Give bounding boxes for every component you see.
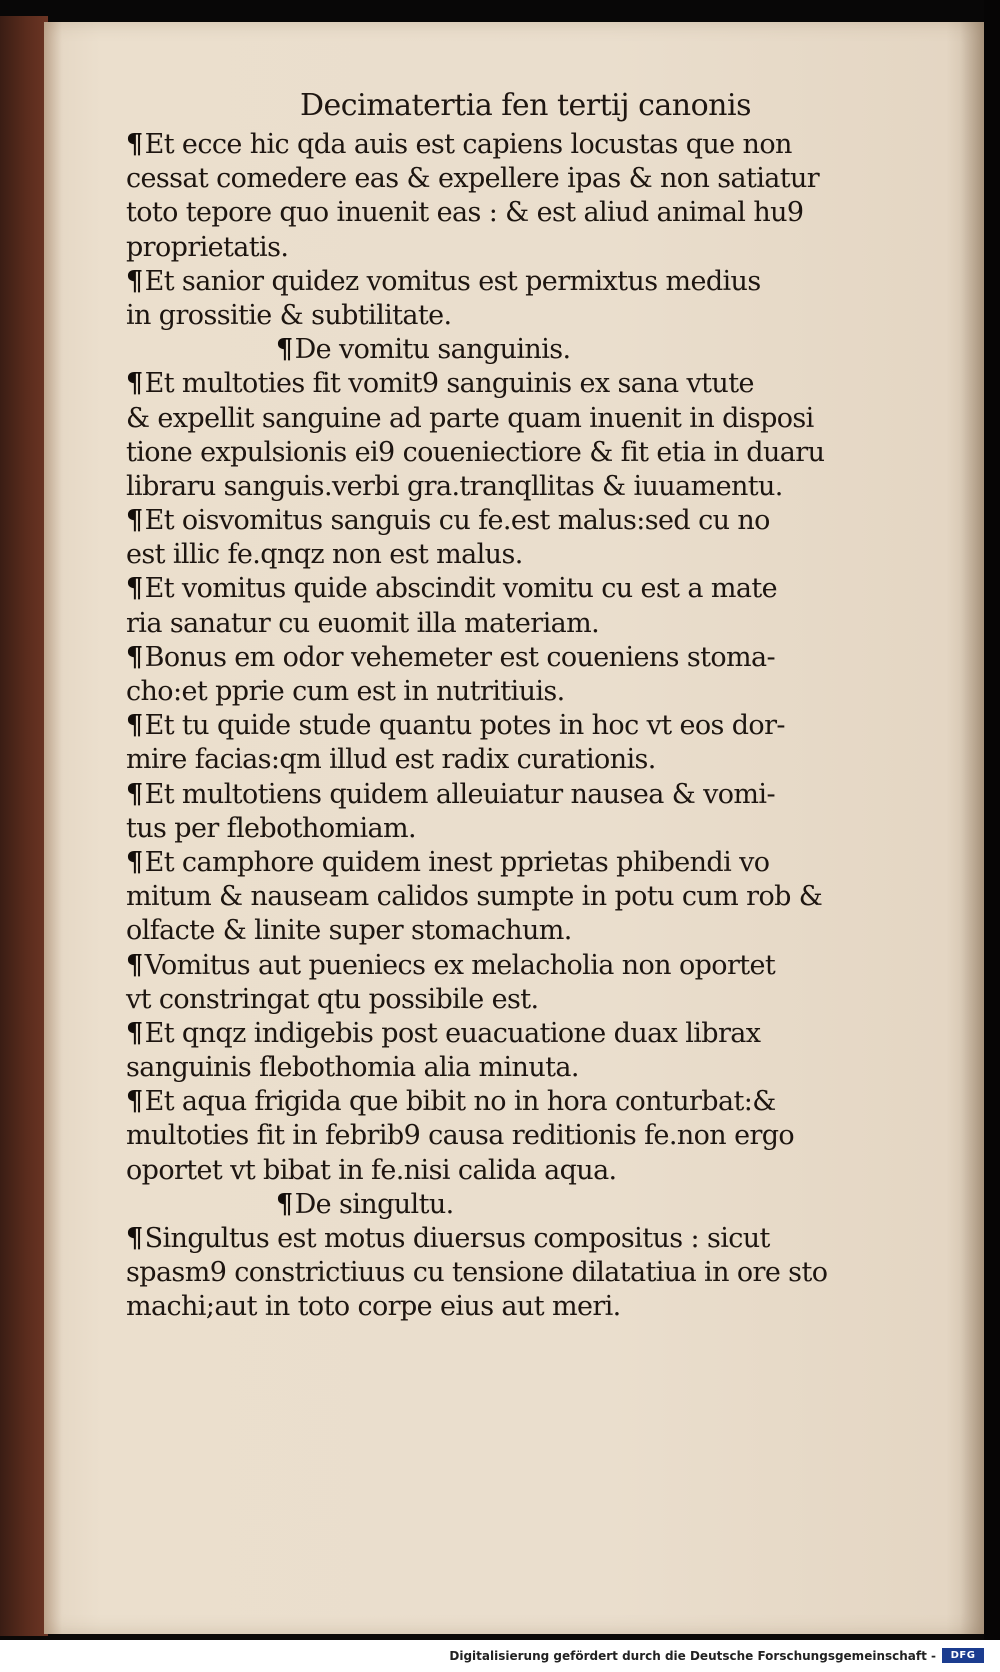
section-heading (126, 1188, 916, 1222)
text-line (126, 1051, 916, 1085)
text-line (126, 162, 916, 196)
scan-border-top (0, 0, 1000, 22)
line-text: Et aqua frigida que bibit no in hora conturbat:& (144, 1086, 776, 1118)
line-text: multoties fit in febrib9 causa reditionis fe.non ergo (126, 1120, 795, 1152)
line-text: Et camphore quidem inest pprietas phibendi vo (144, 846, 770, 878)
pilcrow-icon: ¶ (126, 368, 143, 400)
dfg-logo: DFG (942, 1648, 984, 1663)
section-heading (126, 333, 916, 367)
line-text: Vomitus aut pueniecs ex melacholia non oportet (144, 949, 776, 981)
pilcrow-icon: ¶ (126, 846, 143, 878)
pilcrow-icon: ¶ (126, 949, 143, 981)
line-text: De vomitu sanguinis. (294, 334, 571, 366)
pilcrow-icon: ¶ (126, 505, 143, 537)
text-line (126, 743, 916, 777)
line-text: olfacte & linite super stomachum. (126, 915, 572, 947)
text-line (126, 572, 916, 606)
line-text: Et ecce hic qda auis est capiens locustas que non (144, 129, 792, 160)
page-edge-shadow (960, 22, 984, 1634)
text-line (126, 949, 916, 983)
text-line (126, 641, 916, 675)
text-line (126, 778, 916, 812)
pilcrow-icon: ¶ (126, 710, 143, 742)
line-text: spasm9 constrictiuus cu tensione dilatatiua in ore sto (126, 1257, 828, 1289)
line-text: vt constringat qtu possibile est. (126, 983, 539, 1015)
pilcrow-icon: ¶ (126, 265, 143, 297)
line-text: Et tu quide stude quantu potes in hoc vt eos dor- (144, 710, 785, 742)
text-line (126, 709, 916, 743)
pilcrow-icon: ¶ (126, 1086, 143, 1118)
line-text: Bonus em odor vehemeter est coueniens stoma- (144, 641, 776, 673)
pilcrow-icon: ¶ (126, 129, 143, 160)
book-binding-edge (0, 16, 48, 1636)
text-line (126, 299, 916, 333)
text-line (126, 812, 916, 846)
line-text: Et multotiens quidem alleuiatur nausea & vomi- (144, 778, 775, 810)
line-text: Singultus est motus diuersus compositus : sicut (144, 1223, 770, 1254)
line-text: mire facias:qm illud est radix curationis. (126, 744, 656, 776)
line-text: Et oisvomitus sanguis cu fe.est malus:sed cu no (144, 505, 770, 537)
text-line (126, 1154, 916, 1188)
line-text: in grossitie & subtilitate. (126, 299, 452, 331)
line-text: mitum & nauseam calidos sumpte in potu cum rob & (126, 881, 823, 913)
pilcrow-icon: ¶ (126, 778, 143, 810)
text-line (126, 470, 916, 504)
line-text: tus per flebothomiam. (126, 812, 416, 844)
line-text: proprietatis. (126, 231, 289, 263)
text-line (126, 231, 916, 265)
text-line (126, 1017, 916, 1051)
text-line (126, 846, 916, 880)
running-head: Decimatertia fen tertij canonis (300, 88, 751, 123)
text-line (126, 607, 916, 641)
text-line (126, 1119, 916, 1153)
line-text: Et multoties fit vomit9 sanguinis ex sana vtute (144, 368, 754, 400)
text-line (126, 196, 916, 230)
pilcrow-icon: ¶ (276, 1188, 293, 1220)
text-line (126, 1222, 916, 1256)
text-line (126, 1085, 916, 1119)
text-line (126, 1290, 916, 1324)
line-text: oportet vt bibat in fe.nisi calida aqua. (126, 1154, 617, 1186)
line-text: Et vomitus quide abscindit vomitu cu est a mate (144, 573, 777, 605)
funding-credit: Digitalisierung gefördert durch die Deutsche Forschungsgemeinschaft - (449, 1649, 936, 1663)
line-text: Et qnqz indigebis post euacuatione duax librax (144, 1017, 761, 1049)
line-text: cessat comedere eas & expellere ipas & non satiatur (126, 163, 820, 195)
line-text: machi;aut in toto corpe eius aut meri. (126, 1291, 621, 1323)
text-line (126, 436, 916, 470)
pilcrow-icon: ¶ (126, 1223, 143, 1254)
line-text: tione expulsionis ei9 coueniectiore & fit etia in duaru (126, 436, 825, 468)
line-text: De singultu. (294, 1188, 454, 1220)
text-block (126, 128, 916, 1325)
pilcrow-icon: ¶ (126, 1017, 143, 1049)
line-text: cho:et pprie cum est in nutritiuis. (126, 676, 565, 707)
text-line (126, 367, 916, 401)
line-text: est illic fe.qnqz non est malus. (126, 539, 523, 571)
text-line (126, 1256, 916, 1290)
text-line (126, 880, 916, 914)
line-text: libraru sanguis.verbi gra.tranqllitas & iuuamentu. (126, 470, 783, 502)
line-text: sanguinis flebothomia alia minuta. (126, 1052, 579, 1084)
text-line (126, 402, 916, 436)
pilcrow-icon: ¶ (126, 573, 143, 605)
line-text: Et sanior quidez vomitus est permixtus medius (144, 265, 761, 297)
footer-bar (0, 1640, 1000, 1672)
text-line (126, 265, 916, 299)
line-text: ria sanatur cu euomit illa materiam. (126, 607, 600, 639)
text-line (126, 128, 916, 162)
text-line (126, 675, 916, 709)
line-text: toto tepore quo inuenit eas : & est aliud animal hu9 (126, 197, 804, 229)
page-gutter-shadow (44, 22, 62, 1634)
pilcrow-icon: ¶ (126, 641, 143, 673)
line-text: & expellit sanguine ad parte quam inuenit in disposi (126, 402, 814, 434)
text-line (126, 983, 916, 1017)
text-line (126, 504, 916, 538)
scan-border-right (984, 0, 1000, 1672)
text-line (126, 538, 916, 572)
text-line (126, 914, 916, 948)
pilcrow-icon: ¶ (276, 334, 293, 366)
